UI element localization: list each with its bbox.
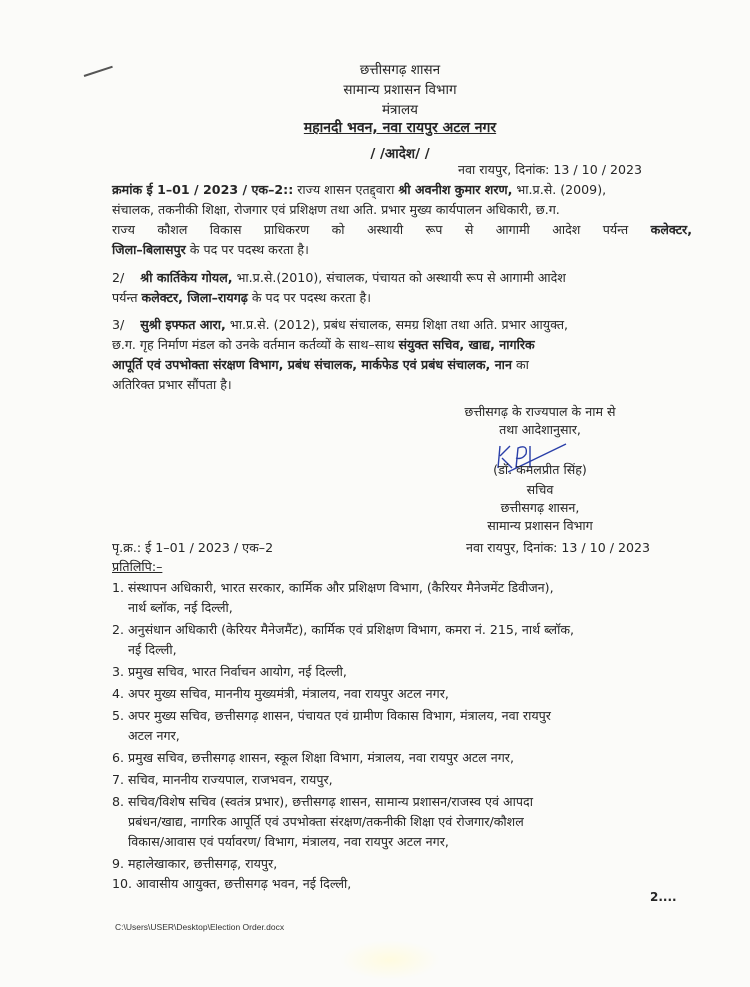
copy-item: 4. अपर मुख्य सचिव, माननीय मुख्यमंत्री, मंत्रालय, नवा रायपुर अटल नगर, xyxy=(112,686,449,701)
para1-tail: भा.प्र.से. (2009), xyxy=(512,182,607,197)
signatory-org1: छत्तीसगढ़ शासन, xyxy=(500,500,580,515)
order-place-date: नवा रायपुर, दिनांक: 13 / 10 / 2023 xyxy=(458,162,643,177)
header-ministry: मंत्रालय xyxy=(381,102,418,118)
para3-line4: अतिरिक्त प्रभार सौंपता है। xyxy=(112,377,232,392)
signatory-name: (डॉ. कमलप्रीत सिंह) xyxy=(493,462,587,477)
para1-line4-text: के पद पर पदस्थ करता है। xyxy=(185,242,309,257)
para3-number: 3/ xyxy=(112,317,125,332)
para2-line1 xyxy=(112,268,566,288)
endorsement-place-date: नवा रायपुर, दिनांक: 13 / 10 / 2023 xyxy=(466,540,651,555)
para2-pre: पर्यन्त xyxy=(112,290,142,305)
copy-item: 8. सचिव/विशेष सचिव (स्वतंत्र प्रभार), छत्तीसगढ़ शासन, सामान्य प्रशासन/राजस्व एवं आपदा xyxy=(112,794,533,809)
para2-number: 2/ xyxy=(112,270,125,285)
para2-line2-text: के पद पर पदस्थ करता है। xyxy=(247,290,371,305)
copy-item-cont: नई दिल्ली, xyxy=(128,642,177,657)
page-continuation: 2.... xyxy=(650,890,677,904)
para3-line2-text: छ.ग. गृह निर्माण मंडल को उनके वर्तमान कर्तव्यों के साथ–साथ xyxy=(112,337,399,352)
copy-item: 3. प्रमुख सचिव, भारत निर्वाचन आयोग, नई दिल्ली, xyxy=(112,664,347,679)
para2-line2 xyxy=(112,288,371,308)
para1-line3-text: राज्य कौशल विकास प्राधिकरण को अस्थायी रूप से आगामी आदेश पर्यन्त xyxy=(112,222,651,237)
copy-item: 6. प्रमुख सचिव, छत्तीसगढ़ शासन, स्कूल शिक्षा विभाग, मंत्रालय, नवा रायपुर अटल नगर, xyxy=(112,750,514,765)
para1-text: राज्य शासन एतद्द्वारा xyxy=(293,182,399,197)
copy-item-cont: प्रबंधन/खाद्य, नागरिक आपूर्ति एवं उपभोक्ता संरक्षण/तकनीकी शिक्षा एवं रोजगार/कौशल xyxy=(128,814,524,829)
copy-item: 10. आवासीय आयुक्त, छत्तीसगढ़ भवन, नई दिल्ली, xyxy=(112,876,352,891)
para1-line1 xyxy=(112,180,606,200)
para2-text: भा.प्र.से.(2010), संचालक, पंचायत को अस्थायी रूप से आगामी आदेश xyxy=(232,270,566,285)
file-path: C:\Users\USER\Desktop\Election Order.docx xyxy=(115,922,285,932)
officer-name-1: श्री अवनीश कुमार शरण, xyxy=(398,182,513,197)
para2-post: कलेक्टर, जिला–रायगढ़ xyxy=(141,290,248,305)
header-department: सामान्य प्रशासन विभाग xyxy=(343,82,457,98)
copy-item: 2. अनुसंधान अधिकारी (केरियर मैनेजमैंट), कार्मिक एवं प्रशिक्षण विभाग, कमरा नं. 215, नार्थ ब्लॉक, xyxy=(112,622,575,637)
signatory-designation: सचिव xyxy=(526,482,554,497)
para3-line3 xyxy=(112,355,529,375)
header-government: छत्तीसगढ़ शासन xyxy=(359,62,441,78)
para1-post: कलेक्टर, xyxy=(650,222,692,237)
para3-text: भा.प्र.से. (2012), प्रबंध संचालक, समग्र शिक्षा तथा अति. प्रभार आयुक्त, xyxy=(225,317,569,332)
copy-item: 9. महालेखाकार, छत्तीसगढ़, रायपुर, xyxy=(112,856,278,871)
copy-item: 5. अपर मुख्य सचिव, छत्तीसगढ़ शासन, पंचायत एवं ग्रामीण विकास विभाग, मंत्रालय, नवा रायपुर xyxy=(112,708,551,723)
officer-name-3: सुश्री इफ्फत आरा, xyxy=(140,317,226,332)
para3-line1 xyxy=(112,315,568,335)
para3-charge-1: संयुक्त सचिव, खाद्य, नागरिक xyxy=(398,337,535,352)
officer-name-2: श्री कार्तिकेय गोयल, xyxy=(140,270,233,285)
signature-authority-line1: छत्तीसगढ़ के राज्यपाल के नाम से xyxy=(464,404,616,419)
copy-item-cont: अटल नगर, xyxy=(128,728,180,743)
copy-item-cont: नार्थ ब्लॉक, नई दिल्ली, xyxy=(128,600,233,615)
para3-charge-2: आपूर्ति एवं उपभोक्ता संरक्षण विभाग, प्रबंध संचालक, मार्कफेड एवं प्रबंध संचालक, नान xyxy=(112,357,512,372)
copy-item: 7. सचिव, माननीय राज्यपाल, राजभवन, रायपुर, xyxy=(112,772,333,787)
para1-line2: संचालक, तकनीकी शिक्षा, रोजगार एवं प्रशिक्षण तथा अति. प्रभार मुख्य कार्यपालन अधिकारी, छ.ग. xyxy=(112,202,560,217)
copy-to-label: प्रतिलिपि:– xyxy=(112,559,163,574)
copy-item: 1. संस्थापन अधिकारी, भारत सरकार, कार्मिक और प्रशिक्षण विभाग, (कैरियर मैनेजमेंट डिवीजन), xyxy=(112,580,554,595)
pen-mark xyxy=(84,66,113,77)
signature-authority-line2: तथा आदेशानुसार, xyxy=(499,422,581,437)
para1-district: जिला–बिलासपुर xyxy=(112,242,186,257)
header-address: महानदी भवन, नवा रायपुर अटल नगर xyxy=(303,120,497,136)
copy-item-cont: विकास/आवास एवं पर्यावरण/ विभाग, मंत्रालय, नवा रायपुर अटल नगर, xyxy=(128,834,449,849)
signatory-org2: सामान्य प्रशासन विभाग xyxy=(487,518,593,533)
para3-line3-text: का xyxy=(511,357,529,372)
endorsement-ref: पृ.क्र.: ई 1–01 / 2023 / एक–2 xyxy=(112,540,274,555)
order-number: क्रमांक ई 1–01 / 2023 / एक–2:: xyxy=(112,182,294,197)
photo-glare xyxy=(340,940,440,980)
order-title: / /आदेश/ / xyxy=(370,146,430,162)
para1-line4 xyxy=(112,240,309,260)
para3-line2 xyxy=(112,335,535,355)
para1-line3 xyxy=(112,220,692,240)
